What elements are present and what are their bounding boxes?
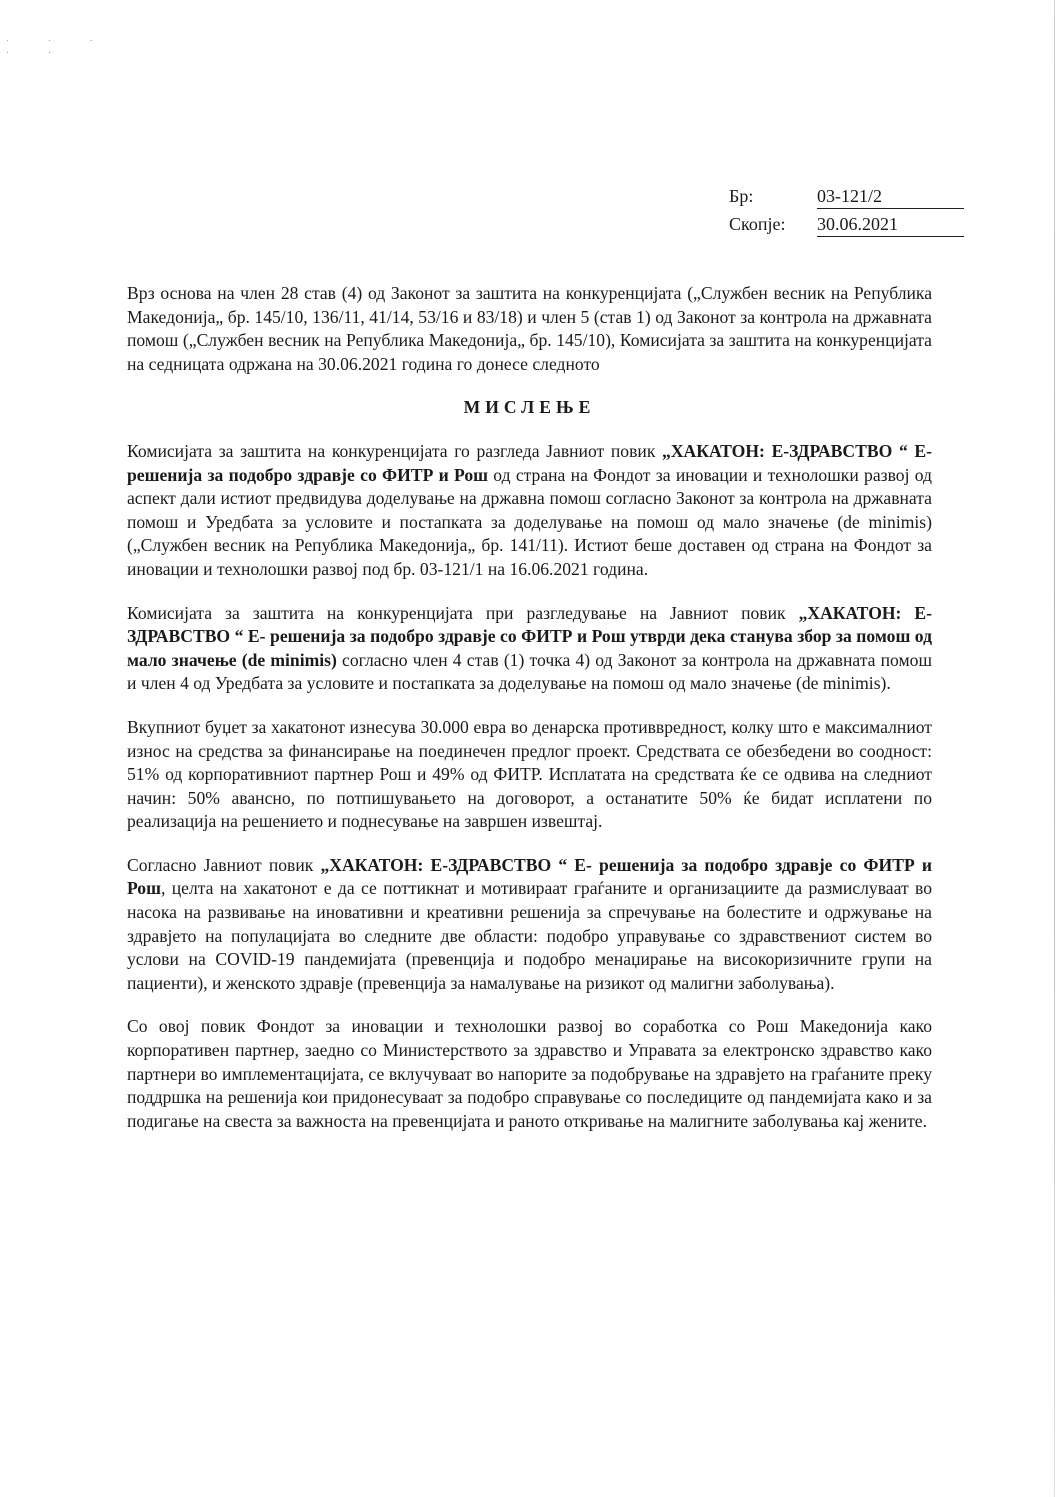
scan-edge-line — [1054, 0, 1055, 1497]
paragraph-2 — [127, 602, 932, 696]
paragraph-5: Со овој повик Фондот за иновации и технолошки развој во соработка со Рош Македонија како корпоративен партнер, заедно со Министерството за здравство и Управата за електронско здравство како партнери во имплементацијата, се вклучуваат во напорите за подобрување на здравјето на граѓаните преку поддршка на решенија кои придонесуваат за подобро справување со последиците од пандемијата како и за подигање на свеста за важноста на превенцијата и раното откривање на малигните заболувања кај жените. — [127, 1016, 932, 1131]
reference-block — [729, 182, 964, 238]
reference-date-value: 30.06.2021 — [817, 210, 964, 237]
reference-number-label: Бр: — [729, 186, 754, 206]
paragraph-1-text-a: Комисијата за заштита на конкуренцијата го разгледа Јавниот повик — [127, 440, 663, 461]
paragraph-4-bold: „ХАКАТОН: Е-ЗДРАВСТВО “ Е- решенија за подобро здравје со ФИТР и Рош — [127, 854, 932, 899]
paragraph-4-text-a: Согласно Јавниот повик — [127, 854, 321, 875]
paragraph-4-text-b: , целта на хакатонот е да се поттикнат и мотивираат граѓаните и организациите да размислуваат во насока на развивање на иновативни и креативни решенија за спречување на болестите и одржување на здравјето на популацијата во следните две области: подобро управување со здравствениот систем во услови на COVID-19 пандемијата (превенција и подобро менаџирање на високоризичните групи на пациенти), и женското здравје (превенција за намалување на ризикот од малигни заболувања). — [127, 878, 932, 993]
paragraph-1-text-b: од страна на Фондот за иновации и технолошки развој од аспект дали истиот предвидува доделување на државна помош согласно Законот за контрола на државната помош и Уредбата за условите и постапката за доделување на помош од мало значење (de minimis) („Службен весник на Република Македонија„ бр. 141/11). Истиот беше доставен од страна на Фондот за иновации и технолошки развој под бр. 03-121/1 на 16.06.2021 година. — [127, 464, 932, 579]
document-title: МИСЛЕЊЕ — [463, 397, 596, 418]
paragraph-2-text-b: согласно член 4 став (1) точка 4) од Законот за контрола на државната помош и член 4 од Уредбата за условите и постапката за доделување на помош од мало значење (de minimis). — [127, 649, 932, 694]
reference-number-value: 03-121/2 — [817, 182, 964, 209]
paragraph-4 — [127, 854, 932, 996]
paragraph-3: Вкупниот буџет за хакатонот изнесува 30.000 евра во денарска противвредност, колку што е максималниот износ на средства за финансирање на поединечен предлог проект. Средствата се обезбедени во соодност: 51% од корпоративниот партнер Рош и 49% од ФИТР. Исплатата на средствата ќе се одвива на следниот начин: 50% авансно, по потпишувањето на договорот, а останатите 50% ќе бидат исплатени по реализација на решението и поднесување на завршен извештај. — [127, 716, 932, 832]
intro-paragraph: Врз основа на член 28 став (4) од Законот за заштита на конкуренцијата („Службен весник на Република Македонија„ бр. 145/10, 136/11, 41/14, 53/16 и 83/18) и член 5 (став 1) од Законот за контрола на државната помош („Службен весник на Република Македонија„ бр. 145/10), Комисијата за заштита на конкуренцијата на седницата одржана на 30.06.2021 година го донесе следното — [127, 283, 932, 374]
paragraph-1-bold: „ХАКАТОН: Е-ЗДРАВСТВО “ Е- решенија за подобро здравје со ФИТР и Рош — [127, 440, 933, 485]
document-body — [127, 282, 932, 1153]
reference-place-label: Скопје: — [729, 214, 786, 234]
paragraph-2-text-a: Комисијата за заштита на конкуренцијата при разгледување на Јавниот повик — [127, 602, 799, 623]
reference-date-row — [729, 210, 964, 238]
reference-number-row — [729, 182, 964, 210]
paragraph-1 — [127, 440, 932, 582]
paragraph-2-bold: „ХАКАТОН: Е-ЗДРАВСТВО “ Е- решенија за подобро здравје со ФИТР и Рош утврди дека станува збор за помош од мало значење (de minimis) — [127, 602, 932, 670]
scan-artifact: · · · · · — [6, 36, 111, 59]
